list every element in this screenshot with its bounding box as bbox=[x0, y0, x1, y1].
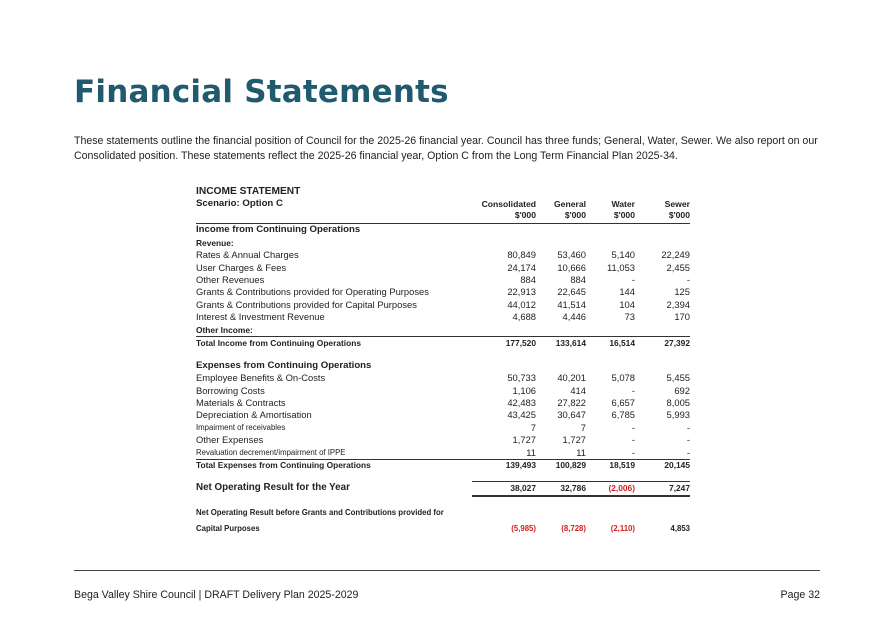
row-label: Grants & Contributions provided for Capital Purposes bbox=[196, 298, 417, 310]
revenue-rows bbox=[196, 249, 690, 323]
row-label: Interest & Investment Revenue bbox=[196, 311, 325, 323]
cell-general: 53,460 bbox=[557, 249, 586, 261]
net-result-sewer: 7,247 bbox=[669, 483, 690, 494]
unit-consolidated: $'000 bbox=[514, 210, 536, 221]
net-before-grants-water: (2,110) bbox=[610, 524, 635, 534]
revenue-label: Revenue: bbox=[196, 237, 234, 248]
total-income-water: 16,514 bbox=[609, 337, 635, 348]
cell-sewer: - bbox=[686, 273, 690, 285]
total-expenses-consolidated: 139,493 bbox=[505, 460, 536, 471]
income-statement bbox=[196, 186, 690, 536]
table-row bbox=[196, 397, 690, 409]
table-row bbox=[196, 274, 690, 286]
footer-page-number: Page 32 bbox=[780, 589, 820, 601]
unit-general: $'000 bbox=[564, 210, 586, 221]
cell-consolidated: 1,727 bbox=[512, 434, 536, 446]
cell-sewer: 2,394 bbox=[666, 298, 690, 310]
table-row bbox=[196, 422, 690, 434]
total-expenses-sewer: 20,145 bbox=[664, 460, 690, 471]
intro-paragraph: These statements outline the financial position of Council for the 2025-26 financial year. Council has three funds; General, Water, Sewer. We also report on our Consolidated position. These statements reflect the 2025-26 financial year, Option C from the Long Term Financial Plan 2025-34. bbox=[74, 135, 818, 162]
scenario-label: Scenario: Option C bbox=[196, 198, 283, 209]
other-income-label: Other Income: bbox=[196, 324, 253, 335]
total-income-row bbox=[196, 336, 690, 350]
cell-sewer: 125 bbox=[674, 286, 690, 298]
net-before-grants-sewer: 4,853 bbox=[670, 524, 690, 534]
net-before-grants-general: (8,728) bbox=[561, 524, 586, 534]
table-row bbox=[196, 434, 690, 446]
cell-water: 144 bbox=[619, 286, 635, 298]
cell-general: 10,666 bbox=[557, 261, 586, 273]
cell-general: 30,647 bbox=[557, 409, 586, 421]
cell-consolidated: 1,106 bbox=[512, 384, 536, 396]
net-result-water: (2,006) bbox=[608, 483, 635, 494]
cell-water: 11,053 bbox=[607, 261, 635, 273]
cell-sewer: 5,993 bbox=[666, 409, 690, 421]
cell-water: 5,078 bbox=[611, 372, 635, 384]
col-header-consolidated: Consolidated bbox=[481, 199, 536, 209]
cell-sewer: - bbox=[686, 421, 690, 433]
cell-consolidated: 884 bbox=[520, 273, 536, 285]
cell-water: 6,785 bbox=[611, 409, 635, 421]
table-row bbox=[196, 409, 690, 421]
table-row bbox=[196, 372, 690, 384]
table-row bbox=[196, 262, 690, 274]
row-label: Rates & Annual Charges bbox=[196, 249, 299, 261]
cell-general: 4,446 bbox=[562, 311, 586, 323]
net-result-general: 32,786 bbox=[560, 483, 586, 494]
income-section-title: Income from Continuing Operations bbox=[196, 224, 361, 236]
cell-water: - bbox=[631, 434, 635, 446]
total-expenses-water: 18,519 bbox=[609, 460, 635, 471]
cell-consolidated: 44,012 bbox=[507, 298, 536, 310]
footer-divider bbox=[74, 570, 820, 571]
footer-document-title: Bega Valley Shire Council | DRAFT Delivery Plan 2025-2029 bbox=[74, 589, 359, 601]
table-row bbox=[196, 299, 690, 311]
table-row bbox=[196, 385, 690, 397]
row-label: Revaluation decrement/impairment of IPPE bbox=[196, 447, 346, 457]
row-label: User Charges & Fees bbox=[196, 261, 287, 273]
cell-water: 5,140 bbox=[611, 249, 635, 261]
cell-water: 73 bbox=[624, 311, 635, 323]
cell-consolidated: 50,733 bbox=[507, 372, 536, 384]
total-income-label: Total Income from Continuing Operations bbox=[196, 337, 362, 348]
cell-sewer: - bbox=[686, 434, 690, 446]
cell-sewer: - bbox=[686, 446, 690, 458]
income-section-row bbox=[196, 224, 690, 236]
col-header-water: Water bbox=[611, 199, 635, 209]
table-row bbox=[196, 249, 690, 261]
total-income-consolidated: 177,520 bbox=[505, 337, 536, 348]
cell-sewer: 8,005 bbox=[666, 397, 690, 409]
total-expenses-row bbox=[196, 459, 690, 472]
row-label: Employee Benefits & On-Costs bbox=[196, 372, 326, 384]
net-result-label: Net Operating Result for the Year bbox=[196, 482, 350, 494]
cell-sewer: 5,455 bbox=[666, 372, 690, 384]
net-before-grants-label-row bbox=[196, 507, 690, 519]
cell-consolidated: 80,849 bbox=[507, 249, 536, 261]
unit-sewer: $'000 bbox=[668, 210, 690, 221]
expenses-section-title: Expenses from Continuing Operations bbox=[196, 359, 372, 371]
total-income-general: 133,614 bbox=[555, 337, 586, 348]
cell-water: 6,657 bbox=[611, 397, 635, 409]
row-label: Materials & Contracts bbox=[196, 397, 286, 409]
cell-general: 40,201 bbox=[557, 372, 586, 384]
cell-consolidated: 4,688 bbox=[512, 311, 536, 323]
unit-header-row bbox=[196, 210, 690, 221]
row-label: Grants & Contributions provided for Operating Purposes bbox=[196, 286, 429, 298]
cell-general: 7 bbox=[580, 421, 586, 433]
cell-sewer: 170 bbox=[674, 311, 690, 323]
cell-water: - bbox=[631, 446, 635, 458]
cell-general: 1,727 bbox=[562, 434, 586, 446]
net-before-grants-label-line2: Capital Purposes bbox=[196, 524, 260, 534]
cell-consolidated: 22,913 bbox=[507, 286, 536, 298]
cell-general: 414 bbox=[570, 384, 586, 396]
revenue-label-row bbox=[196, 237, 690, 249]
cell-sewer: 692 bbox=[674, 384, 690, 396]
cell-water: 104 bbox=[619, 298, 635, 310]
expense-rows bbox=[196, 372, 690, 459]
total-expenses-label: Total Expenses from Continuing Operations bbox=[196, 460, 371, 471]
cell-sewer: 22,249 bbox=[661, 249, 690, 261]
cell-consolidated: 7 bbox=[530, 421, 536, 433]
net-before-grants-label-line1: Net Operating Result before Grants and Contributions provided for bbox=[196, 508, 444, 518]
net-before-grants-consolidated: (5,985) bbox=[511, 524, 536, 534]
cell-consolidated: 42,483 bbox=[507, 397, 536, 409]
total-expenses-general: 100,829 bbox=[555, 460, 586, 471]
net-result-row bbox=[196, 481, 690, 495]
column-header-row bbox=[196, 198, 690, 210]
page-title: Financial Statements bbox=[74, 74, 449, 110]
table-row bbox=[196, 447, 690, 459]
cell-general: 11 bbox=[576, 446, 586, 458]
row-label: Depreciation & Amortisation bbox=[196, 409, 312, 421]
cell-water: - bbox=[631, 384, 635, 396]
row-label: Other Expenses bbox=[196, 434, 264, 446]
net-before-grants-row bbox=[196, 523, 690, 535]
total-income-sewer: 27,392 bbox=[664, 337, 690, 348]
cell-general: 27,822 bbox=[557, 397, 586, 409]
col-header-sewer: Sewer bbox=[664, 199, 690, 209]
statement-heading: INCOME STATEMENT bbox=[196, 186, 301, 197]
cell-consolidated: 24,174 bbox=[507, 261, 536, 273]
table-row bbox=[196, 286, 690, 298]
cell-general: 41,514 bbox=[557, 298, 586, 310]
cell-sewer: 2,455 bbox=[666, 261, 690, 273]
cell-general: 884 bbox=[570, 273, 586, 285]
net-result-consolidated: 38,027 bbox=[510, 483, 536, 494]
other-income-label-row bbox=[196, 324, 690, 336]
expenses-section-row bbox=[196, 360, 690, 372]
cell-consolidated: 11 bbox=[526, 446, 536, 458]
cell-water: - bbox=[631, 273, 635, 285]
row-label: Borrowing Costs bbox=[196, 384, 265, 396]
cell-general: 22,645 bbox=[557, 286, 586, 298]
unit-water: $'000 bbox=[613, 210, 635, 221]
cell-consolidated: 43,425 bbox=[507, 409, 536, 421]
row-label: Other Revenues bbox=[196, 273, 265, 285]
row-label: Impairment of receivables bbox=[196, 422, 286, 432]
col-header-general: General bbox=[553, 199, 586, 209]
cell-water: - bbox=[631, 421, 635, 433]
table-row bbox=[196, 311, 690, 323]
